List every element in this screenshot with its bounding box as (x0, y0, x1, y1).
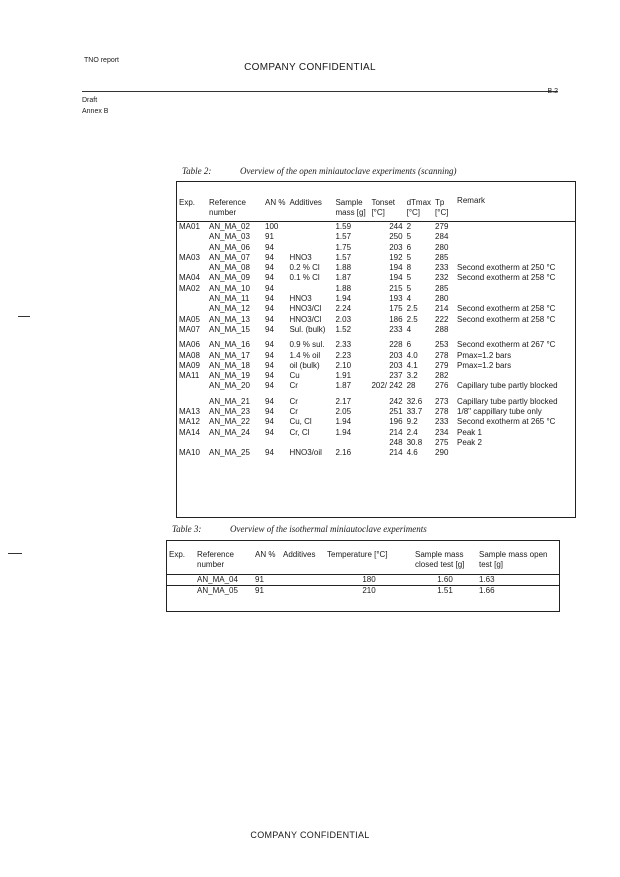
col-dtmax: dTmax [°C] (406, 198, 432, 217)
table-row (177, 428, 575, 438)
cell-remark (455, 222, 575, 233)
cell-sample-mass: 1.94 (335, 294, 352, 304)
cell-an: 91 (255, 586, 264, 596)
cell-sample-mass: 2.10 (335, 360, 352, 370)
cell-sample-mass: 1.88 (335, 283, 352, 293)
cell-remark: Second exotherm at 267 °C (457, 340, 556, 350)
cell-tonset: 194 (389, 263, 403, 273)
cell-reference: AN_MA_21 (209, 396, 250, 406)
cell-remark (455, 448, 575, 458)
cell-open: 1.63 (479, 575, 495, 584)
cell-additives: 0.1 % Cl (289, 273, 320, 283)
cell-exp (177, 304, 207, 314)
margin-mark (8, 553, 22, 554)
cell-additives: HNO3/oil (289, 448, 322, 458)
cell-an: 94 (265, 242, 274, 252)
cell-dtmax: 5 (406, 283, 412, 293)
cell-exp (167, 575, 195, 586)
cell-additives: HNO3/Cl (289, 304, 322, 314)
cell-tp: 233 (435, 263, 449, 273)
cell-an: 94 (265, 396, 274, 406)
cell-exp: MA06 (179, 340, 200, 350)
cell-remark (455, 253, 575, 263)
cell-an: 94 (265, 252, 274, 262)
cell-tonset: 228 (389, 340, 403, 350)
table3-caption (172, 524, 427, 534)
cell-dtmax: 30.8 (406, 437, 423, 447)
cell-dtmax: 4.0 (406, 350, 418, 360)
cell-reference: AN_MA_18 (209, 360, 250, 370)
cell-dtmax: 4 (406, 294, 412, 304)
table-row (177, 273, 575, 283)
cell-exp: MA13 (179, 407, 200, 417)
table-row (177, 222, 575, 233)
table-row (177, 253, 575, 263)
table-row (177, 448, 575, 458)
cell-reference: AN_MA_16 (209, 340, 250, 350)
col-tonset: Tonset [°C] (371, 198, 396, 217)
cell-reference: AN_MA_07 (209, 252, 250, 262)
col-additives: Additives (289, 198, 322, 207)
table2-caption-title: Overview of the open miniautoclave experiments (scanning) (240, 166, 457, 176)
cell-dtmax: 5 (406, 252, 412, 262)
cell-an (263, 438, 287, 448)
cell-sample-mass: 2.17 (335, 396, 352, 406)
cell-remark: Capillary tube partly blocked (457, 381, 558, 391)
page-number: B.2 (547, 88, 558, 95)
cell-reference: AN_MA_22 (209, 417, 250, 427)
table-row (177, 232, 575, 242)
cell-reference: AN_MA_17 (209, 350, 250, 360)
cell-tp: 273 (435, 396, 449, 406)
cell-sample-mass: 2.23 (335, 350, 352, 360)
cell-sample-mass: 1.94 (335, 417, 352, 427)
cell-exp (177, 243, 207, 253)
cell-tp: 276 (435, 381, 449, 391)
header-confidential: COMPANY CONFIDENTIAL (244, 62, 376, 73)
table-row (177, 304, 575, 314)
cell-dtmax: 2.5 (406, 304, 418, 314)
col-exp: Exp. (179, 198, 196, 207)
cell-tonset: 203 (389, 242, 403, 252)
col-an: AN % (265, 198, 286, 207)
cell-tonset: 202/ 242 (371, 381, 403, 391)
cell-sample-mass: 2.05 (335, 407, 352, 417)
cell-an: 94 (265, 407, 274, 417)
cell-reference: AN_MA_09 (209, 273, 250, 283)
header-rule (82, 91, 558, 92)
cell-dtmax: 2.4 (406, 427, 418, 437)
table2-body (177, 222, 575, 459)
cell-sample-mass: 2.16 (335, 448, 352, 458)
cell-tonset: 242 (389, 396, 403, 406)
cell-remark (455, 325, 575, 335)
cell-an: 94 (265, 350, 274, 360)
footer-confidential: COMPANY CONFIDENTIAL (250, 830, 370, 840)
cell-sample-mass: 1.59 (335, 222, 352, 231)
cell-additives: HNO3 (289, 252, 312, 262)
cell-additives: oil (bulk) (289, 360, 320, 370)
cell-remark (455, 371, 575, 381)
cell-dtmax: 6 (406, 340, 412, 350)
margin-mark (18, 316, 30, 317)
table-row (177, 340, 575, 350)
cell-an: 94 (265, 314, 274, 324)
cell-an: 94 (265, 324, 274, 334)
cell-sample-mass: 1.75 (335, 242, 352, 252)
cell-reference: AN_MA_12 (209, 304, 250, 314)
col-closed: Sample mass closed test [g] (415, 550, 465, 569)
cell-tonset: 237 (389, 371, 403, 381)
cell-sample-mass: 1.57 (335, 232, 352, 242)
cell-sample-mass: 2.33 (335, 340, 352, 350)
draft-label: Draft (82, 97, 98, 104)
cell-remark: Second exotherm at 265 °C (457, 417, 556, 427)
cell-reference: AN_MA_08 (209, 263, 250, 273)
cell-dtmax: 5 (406, 232, 412, 242)
cell-reference: AN_MA_25 (209, 448, 250, 458)
col-reference: Reference number (209, 198, 246, 217)
cell-remark: Second exotherm at 258 °C (457, 273, 556, 283)
table-row (177, 407, 575, 417)
cell-sample-mass (333, 438, 369, 448)
cell-reference: AN_MA_10 (209, 283, 250, 293)
cell-sample-mass: 1.87 (335, 273, 352, 283)
cell-sample-mass: 1.52 (335, 324, 352, 334)
cell-an: 91 (255, 575, 264, 584)
cell-remark (455, 232, 575, 242)
table-row (177, 397, 575, 407)
cell-exp: MA09 (179, 360, 200, 370)
cell-dtmax: 2.5 (406, 314, 418, 324)
table3-body (167, 575, 559, 597)
cell-tp: 280 (435, 294, 449, 304)
cell-reference: AN_MA_11 (209, 294, 250, 304)
cell-dtmax: 6 (406, 242, 412, 252)
cell-sample-mass: 1.88 (335, 263, 352, 273)
cell-additives: 1.4 % oil (289, 350, 321, 360)
table-row (167, 575, 559, 586)
cell-dtmax: 32.6 (406, 396, 423, 406)
cell-dtmax: 33.7 (406, 407, 423, 417)
cell-remark (455, 284, 575, 294)
table3-caption-title: Overview of the isothermal miniautoclave experiments (230, 524, 427, 534)
cell-tonset: 192 (389, 252, 403, 262)
cell-an: 94 (265, 371, 274, 381)
cell-reference: AN_MA_02 (209, 222, 250, 231)
cell-exp: MA12 (179, 417, 200, 427)
cell-tp: 282 (435, 371, 449, 381)
table3-header-row (167, 541, 559, 575)
cell-exp: MA08 (179, 350, 200, 360)
table2-caption-number: Table 2: (182, 166, 212, 176)
cell-tp: 253 (435, 340, 449, 350)
cell-dtmax: 4.1 (406, 360, 418, 370)
cell-an: 94 (265, 340, 274, 350)
cell-tonset: 203 (389, 350, 403, 360)
cell-an: 94 (265, 417, 274, 427)
table-row (167, 586, 559, 597)
table3 (166, 540, 560, 612)
cell-remark: Pmax=1.2 bars (457, 350, 512, 360)
table-row (177, 325, 575, 335)
cell-additives: 0.9 % sul. (289, 340, 325, 350)
cell-closed: 1.60 (437, 575, 453, 584)
cell-exp (177, 232, 207, 242)
cell-tp: 278 (435, 350, 449, 360)
cell-an: 91 (265, 232, 274, 242)
cell-tp: 284 (435, 232, 449, 242)
cell-dtmax: 5 (406, 273, 412, 283)
col-remark: Remark (457, 196, 486, 205)
cell-tonset: 214 (389, 448, 403, 458)
cell-tp: 214 (435, 304, 449, 314)
cell-tp: 234 (435, 427, 449, 437)
cell-tonset: 193 (389, 294, 403, 304)
cell-temperature: 180 (362, 575, 376, 584)
cell-additives: Cr (289, 407, 298, 417)
cell-an: 94 (265, 263, 274, 273)
table-row (177, 371, 575, 381)
cell-exp: MA02 (179, 283, 200, 293)
cell-sample-mass: 1.91 (335, 371, 352, 381)
cell-closed: 1.51 (437, 586, 453, 596)
cell-an: 94 (265, 427, 274, 437)
cell-remark: Peak 2 (457, 437, 482, 447)
table2 (176, 181, 576, 518)
table-row (177, 351, 575, 361)
cell-reference: AN_MA_05 (197, 586, 238, 596)
cell-additives (287, 232, 333, 242)
table-row (177, 315, 575, 325)
table-row (177, 381, 575, 391)
cell-tonset: 203 (389, 360, 403, 370)
cell-tp: 279 (435, 360, 449, 370)
cell-exp: MA07 (179, 324, 200, 334)
cell-exp (177, 397, 207, 407)
cell-additives (287, 243, 333, 253)
cell-remark: Second exotherm at 258 °C (457, 314, 556, 324)
table-row (177, 243, 575, 253)
cell-sample-mass: 1.94 (335, 427, 352, 437)
cell-additives: HNO3/Cl (289, 314, 322, 324)
cell-tp: 290 (435, 448, 449, 458)
cell-exp: MA01 (179, 222, 200, 231)
cell-additives: Sul. (bulk) (289, 324, 326, 334)
cell-tonset: 175 (389, 304, 403, 314)
cell-an: 94 (265, 360, 274, 370)
col-open: Sample mass open test [g] (479, 550, 548, 569)
col-an: AN % (255, 550, 276, 559)
cell-sample-mass: 2.24 (335, 304, 352, 314)
cell-tonset: 214 (389, 427, 403, 437)
cell-reference: AN_MA_06 (209, 242, 250, 252)
cell-tonset: 215 (389, 283, 403, 293)
table2-header-row (177, 182, 575, 222)
cell-exp: MA04 (179, 273, 200, 283)
cell-tp: 232 (435, 273, 449, 283)
cell-additives: Cu (289, 371, 300, 381)
cell-remark: Second exotherm at 258 °C (457, 304, 556, 314)
cell-dtmax: 28 (406, 381, 416, 391)
cell-tp: 275 (435, 437, 449, 447)
cell-exp (177, 438, 207, 448)
cell-an: 100 (265, 222, 279, 231)
cell-tonset: 196 (389, 417, 403, 427)
cell-reference: AN_MA_24 (209, 427, 250, 437)
table-row (177, 417, 575, 427)
col-exp: Exp. (169, 550, 186, 559)
cell-tonset: 233 (389, 324, 403, 334)
cell-tp: 285 (435, 283, 449, 293)
cell-an: 94 (265, 273, 274, 283)
cell-an: 94 (265, 381, 274, 391)
cell-sample-mass: 1.57 (335, 252, 352, 262)
col-sample-mass: Sample mass [g] (335, 198, 366, 217)
cell-tonset: 248 (389, 437, 403, 447)
cell-an: 94 (265, 448, 274, 458)
cell-tp: 279 (435, 222, 449, 231)
table2-caption (182, 166, 456, 176)
cell-remark (455, 294, 575, 304)
cell-tonset: 250 (389, 232, 403, 242)
cell-exp: MA03 (179, 252, 200, 262)
cell-additives (287, 222, 333, 233)
table-row (177, 361, 575, 371)
cell-additives: Cu, Cl (289, 417, 312, 427)
cell-additives: 0.2 % Cl (289, 263, 320, 273)
table-row (177, 438, 575, 448)
cell-tonset: 186 (389, 314, 403, 324)
cell-an: 94 (265, 294, 274, 304)
cell-dtmax: 9.2 (406, 417, 418, 427)
cell-remark: 1/8" cappillary tube only (457, 407, 542, 417)
cell-exp: MA05 (179, 314, 200, 324)
col-reference: Reference number (197, 550, 234, 569)
report-label: TNO report (84, 57, 120, 64)
table-row (177, 263, 575, 273)
col-temperature: Temperature [°C] (327, 550, 388, 559)
cell-additives: HNO3 (289, 294, 312, 304)
cell-tp: 280 (435, 242, 449, 252)
col-tp: Tp [°C] (435, 198, 449, 217)
cell-additives: Cr (289, 381, 298, 391)
cell-dtmax: 3.2 (406, 371, 418, 381)
cell-tp: 222 (435, 314, 449, 324)
cell-exp (177, 263, 207, 273)
cell-additives: Cr, Cl (289, 427, 310, 437)
cell-reference: AN_MA_20 (209, 381, 250, 391)
table-row (177, 284, 575, 294)
cell-dtmax: 4.6 (406, 448, 418, 458)
cell-tonset: 251 (389, 407, 403, 417)
cell-remark: Second exotherm at 250 °C (457, 263, 556, 273)
cell-remark: Capillary tube partly blocked (457, 396, 558, 406)
col-additives: Additives (283, 550, 316, 559)
cell-sample-mass: 1.87 (335, 381, 352, 391)
cell-exp (177, 294, 207, 304)
cell-exp: MA10 (179, 448, 200, 458)
cell-tp: 278 (435, 407, 449, 417)
cell-dtmax: 2 (406, 222, 412, 231)
cell-exp: MA11 (179, 371, 200, 381)
cell-additives: Cr (289, 396, 298, 406)
table-row (177, 294, 575, 304)
cell-additives (281, 575, 325, 586)
cell-remark: Peak 1 (457, 427, 482, 437)
table3-caption-number: Table 3: (172, 524, 202, 534)
cell-additives (287, 438, 333, 448)
cell-open: 1.66 (479, 586, 495, 596)
cell-an: 94 (265, 304, 274, 314)
cell-reference: AN_MA_13 (209, 314, 250, 324)
cell-reference: AN_MA_03 (209, 232, 250, 242)
cell-tp: 288 (435, 324, 449, 334)
cell-reference: AN_MA_15 (209, 324, 250, 334)
cell-tp: 285 (435, 252, 449, 262)
cell-dtmax: 4 (406, 324, 412, 334)
cell-sample-mass: 2.03 (335, 314, 352, 324)
cell-exp (177, 381, 207, 391)
cell-remark (455, 243, 575, 253)
cell-tp: 233 (435, 417, 449, 427)
cell-tonset: 244 (389, 222, 403, 231)
cell-dtmax: 8 (406, 263, 412, 273)
cell-reference: AN_MA_19 (209, 371, 250, 381)
cell-temperature: 210 (362, 586, 376, 596)
cell-reference: AN_MA_23 (209, 407, 250, 417)
cell-exp (167, 586, 195, 597)
cell-exp: MA14 (179, 427, 200, 437)
cell-an: 94 (265, 283, 274, 293)
cell-additives (287, 284, 333, 294)
cell-remark: Pmax=1.2 bars (457, 360, 512, 370)
cell-reference: AN_MA_04 (197, 575, 238, 584)
annex-label: Annex B (82, 108, 109, 115)
cell-tonset: 194 (389, 273, 403, 283)
cell-additives (281, 586, 325, 597)
cell-reference (207, 438, 263, 448)
